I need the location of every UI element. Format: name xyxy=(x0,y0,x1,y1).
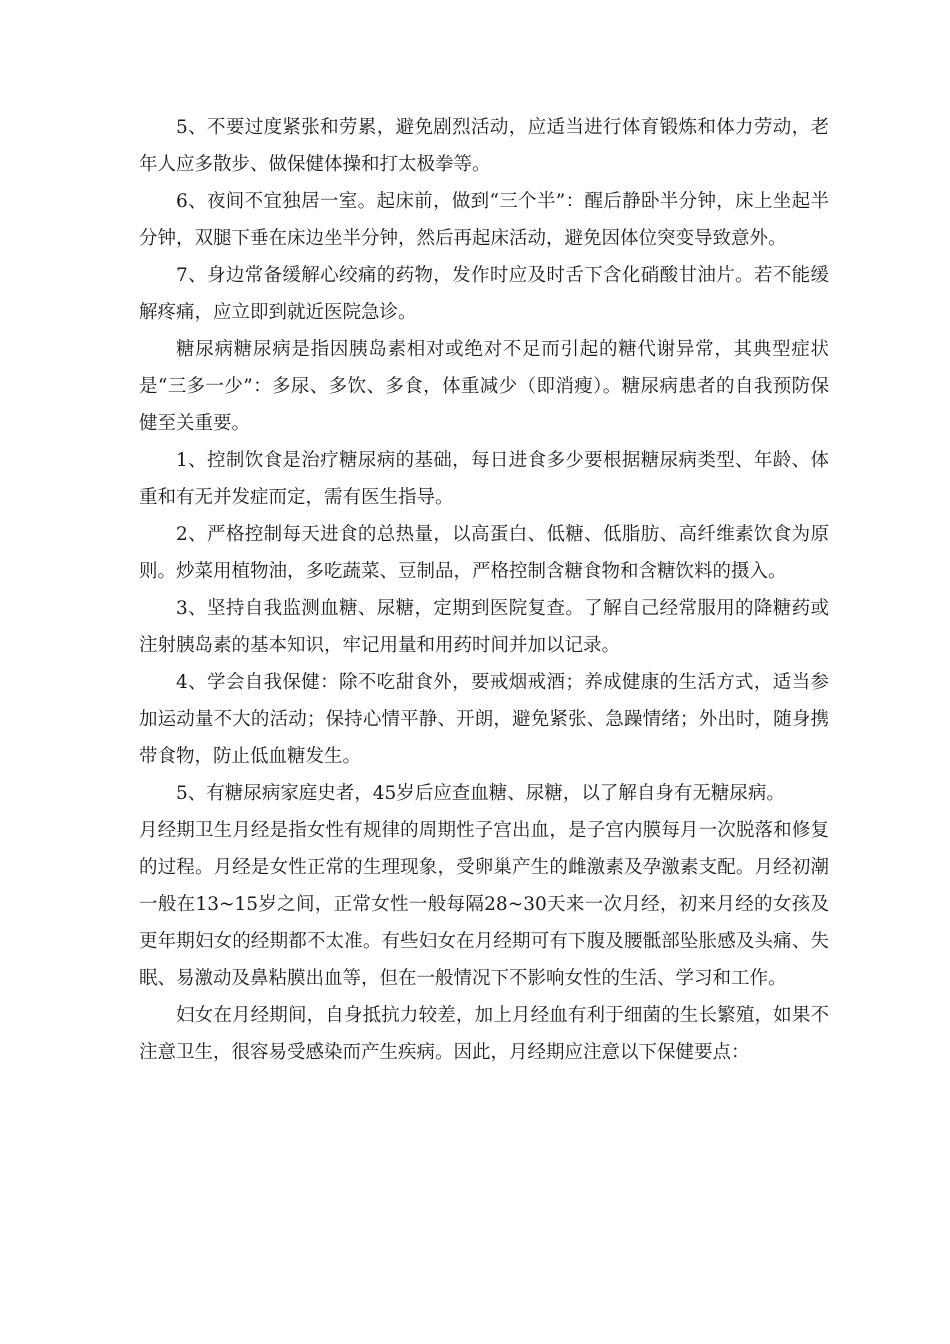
paragraph-diabetes-3: 3、坚持自我监测血糖、尿糖，定期到医院复查。了解自己经常服用的降糖药或注射胰岛素的基本知识，牢记用量和用药时间并加以记录。 xyxy=(139,598,829,656)
paragraph-item-7-medicine: 7、身边常备缓解心绞痛的药物，发作时应及时舌下含化硝酸甘油片。若不能缓解疼痛，应立即到就近医院急诊。 xyxy=(139,265,829,323)
document-body xyxy=(139,109,829,1071)
paragraph-item-5-stress: 5、不要过度紧张和劳累，避免剧烈活动，应适当进行体育锻炼和体力劳动，老年人应多散步、做保健体操和打太极拳等。 xyxy=(139,117,829,175)
paragraph-diabetes-4: 4、学会自我保健：除不吃甜食外，要戒烟戒酒；养成健康的生活方式，适当参加运动量不大的活动；保持心情平静、开朗，避免紧张、急躁情绪；外出时，随身携带食物，防止低血糖发生。 xyxy=(139,672,829,767)
paragraph-menstruation-intro: 月经期卫生月经是指女性有规律的周期性子宫出血，是子宫内膜每月一次脱落和修复的过程。月经是女性正常的生理现象，受卵巢产生的雌激素及孕激素支配。月经初潮一般在13~15岁之间，正常女性一般每隔28~30天来一次月经，初来月经的女孩及更年期妇女的经期都不太准。有些妇女在月经期可有下腹及腰骶部坠胀感及头痛、失眠、易激动及鼻粘膜出血等，但在一般情况下不影响女性的生活、学习和工作。 xyxy=(139,820,829,989)
paragraph-diabetes-1: 1、控制饮食是治疗糖尿病的基础，每日进食多少要根据糖尿病类型、年龄、体重和有无并发症而定，需有医生指导。 xyxy=(139,450,829,508)
paragraph-item-6-night: 6、夜间不宜独居一室。起床前，做到“三个半”：醒后静卧半分钟，床上坐起半分钟，双腿下垂在床边坐半分钟，然后再起床活动，避免因体位突变导致意外。 xyxy=(139,191,829,249)
paragraph-diabetes-5: 5、有糖尿病家庭史者，45岁后应查血糖、尿糖，以了解自身有无糖尿病。 xyxy=(176,783,785,804)
paragraph-menstruation-care: 妇女在月经期间，自身抵抗力较差，加上月经血有利于细菌的生长繁殖，如果不注意卫生，很容易受感染而产生疾病。因此，月经期应注意以下保健要点： xyxy=(139,1005,829,1063)
paragraph-diabetes-2: 2、严格控制每天进食的总热量，以高蛋白、低糖、低脂肪、高纤维素饮食为原则。炒菜用植物油，多吃蔬菜、豆制品，严格控制含糖食物和含糖饮料的摄入。 xyxy=(139,524,829,582)
paragraph-diabetes-intro: 糖尿病糖尿病是指因胰岛素相对或绝对不足而引起的糖代谢异常，其典型症状是“三多一少”：多尿、多饮、多食，体重减少（即消瘦）。糖尿病患者的自我预防保健至关重要。 xyxy=(139,339,829,434)
